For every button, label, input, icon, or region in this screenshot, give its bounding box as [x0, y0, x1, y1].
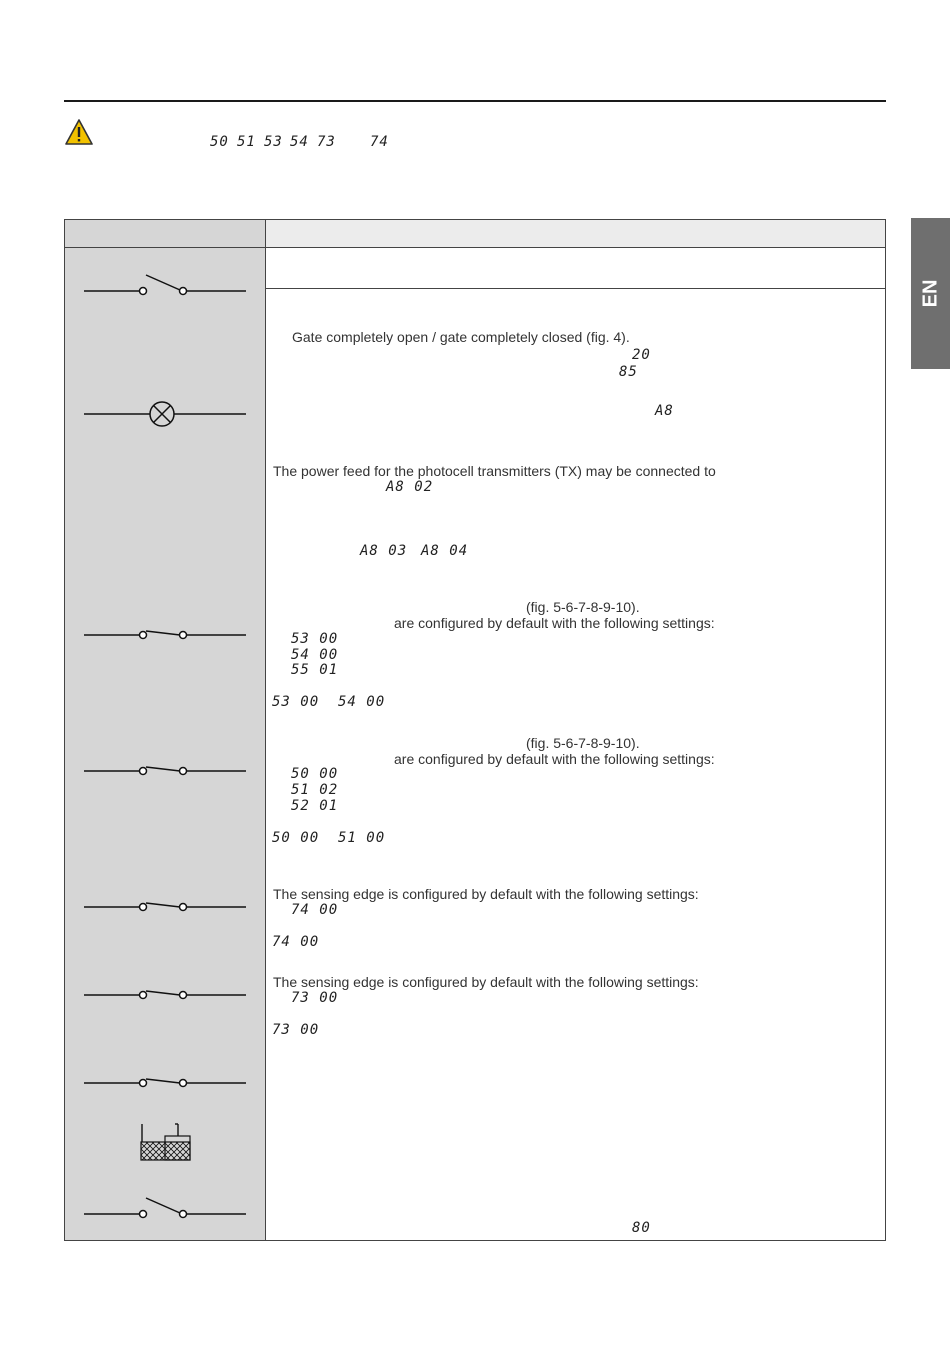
- row-4-fig: (fig. 5-6-7-8-9-10).: [526, 599, 640, 615]
- row-5-code-3: 52 01: [291, 798, 339, 814]
- row-4-footer-code-1: 53 00: [272, 694, 320, 710]
- table-row: [64, 1100, 886, 1168]
- switch-closed-icon: [82, 619, 248, 649]
- switch-closed-icon: [82, 979, 248, 1009]
- switch-closed-icon: [82, 1067, 248, 1097]
- row-6-footer-code: 74 00: [272, 934, 320, 950]
- code-73: 73: [317, 134, 336, 150]
- row-5-code-2: 51 02: [291, 782, 339, 798]
- code-54: 54: [290, 134, 309, 150]
- code-50: 50: [210, 134, 229, 150]
- table-row: [64, 867, 886, 955]
- terminal-table: [64, 219, 886, 1241]
- row-5-footer-code-2: 51 00: [338, 830, 386, 846]
- row-7-footer-code: 73 00: [272, 1022, 320, 1038]
- row-4-code-3: 55 01: [291, 662, 339, 678]
- row-7-text: The sensing edge is configured by default with the following settings:: [273, 974, 699, 990]
- row-4-footer-code-2: 54 00: [338, 694, 386, 710]
- row-5-footer-code-1: 50 00: [272, 830, 320, 846]
- warning-triangle-icon: [64, 118, 94, 146]
- antenna-icon: [138, 1122, 194, 1162]
- code-74: 74: [370, 134, 389, 150]
- table-row: [64, 247, 886, 385]
- switch-closed-icon: [82, 755, 248, 785]
- table-row: [64, 1043, 886, 1100]
- table-header: [64, 219, 886, 247]
- top-rule: [64, 100, 886, 102]
- row-3-code-a804: A8 04: [421, 543, 469, 559]
- row-5-fig: (fig. 5-6-7-8-9-10).: [526, 735, 640, 751]
- table-row: [64, 955, 886, 1043]
- row-6-text: The sensing edge is configured by default with the following settings:: [273, 886, 699, 902]
- table-row: [64, 731, 886, 867]
- row-5-code-1: 50 00: [291, 766, 339, 782]
- switch-open-icon: [82, 1192, 248, 1228]
- row-4-code-1: 53 00: [291, 631, 339, 647]
- table-row: [64, 385, 886, 443]
- code-53: 53: [264, 134, 283, 150]
- row-5-text: are configured by default with the following settings:: [394, 751, 715, 767]
- row-1-code-20: 20: [632, 347, 651, 363]
- language-tab[interactable]: [911, 218, 950, 369]
- row-4-code-2: 54 00: [291, 647, 339, 663]
- row-4-text: are configured by default with the following settings:: [394, 615, 715, 631]
- row-3-code-a802: A8 02: [386, 479, 434, 495]
- row-10-code-80: 80: [632, 1220, 651, 1236]
- switch-open-icon: [82, 269, 248, 305]
- row-6-code: 74 00: [291, 902, 339, 918]
- language-tab-label: EN: [918, 279, 941, 308]
- lamp-icon: [82, 397, 248, 431]
- row-3-text: The power feed for the photocell transmitters (TX) may be connected to: [273, 463, 716, 479]
- table-row: [64, 595, 886, 731]
- row-7-code: 73 00: [291, 990, 339, 1006]
- table-row: [64, 1168, 886, 1240]
- switch-closed-icon: [82, 891, 248, 921]
- row-1-text: Gate completely open / gate completely closed (fig. 4).: [292, 329, 630, 345]
- row-1-code-85: 85: [619, 364, 638, 380]
- table-row: [64, 443, 886, 595]
- code-51: 51: [237, 134, 256, 150]
- row-2-code-a8: A8: [655, 403, 674, 419]
- row-3-code-a803: A8 03: [360, 543, 408, 559]
